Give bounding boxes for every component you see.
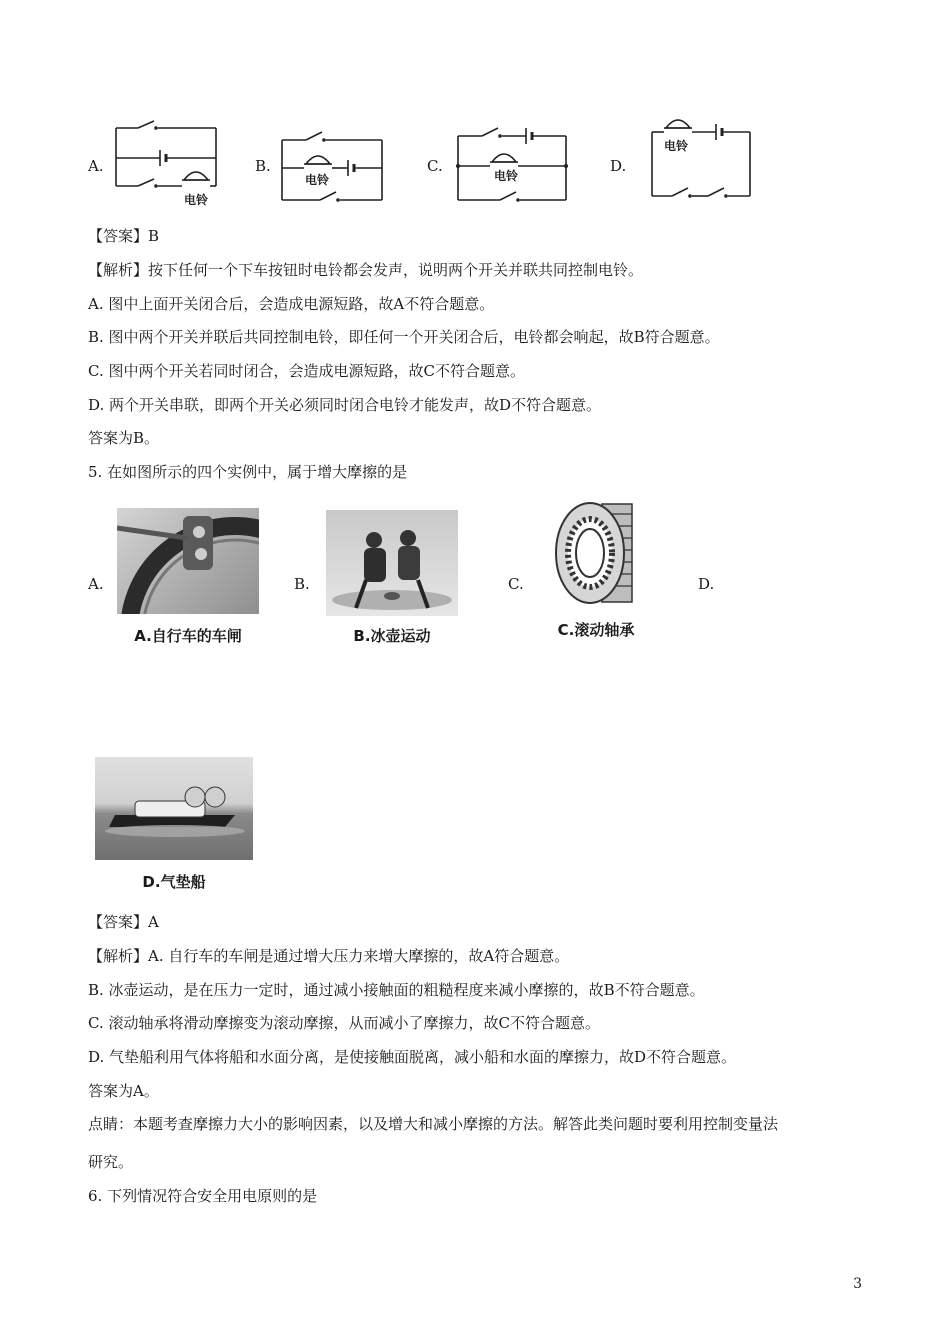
bell-label-b: 电铃 [305, 173, 330, 187]
circuit-option-b-label: B. [255, 157, 271, 175]
q4-analysis-line: C. 图中两个开关若同时闭合，会造成电源短路，故C不符合题意。 [88, 362, 525, 380]
q4-conclusion: 答案为B。 [88, 429, 160, 447]
circuit-option-a-label: A. [88, 157, 104, 175]
q4-analysis-line: D. 两个开关串联，即两个开关必须同时闭合电铃才能发声，故D不符合题意。 [88, 396, 602, 414]
circuit-diagram-c [452, 120, 572, 210]
hovercraft-icon [95, 757, 253, 860]
q4-analysis-line: 【解析】按下任何一个下车按钮时电铃都会发声，说明两个开关并联共同控制电铃。 [88, 261, 644, 279]
q4-analysis-line: A. 图中上面开关闭合后，会造成电源短路，故A不符合题意。 [88, 295, 495, 313]
curling-image [326, 510, 458, 616]
caption-rolling-bearing: C.滚动轴承 [557, 621, 635, 639]
curling-players-icon [326, 510, 458, 616]
q5-analysis-line: D. 气垫船利用气体将船和水面分离，是使接触面脱离，减小船和水面的摩擦力，故D不符合题意。 [88, 1048, 737, 1066]
circuit-option-c-label: C. [427, 157, 443, 175]
bell-label-a: 电铃 [184, 193, 209, 207]
q5-question: 5. 在如图所示的四个实例中，属于增大摩擦的是 [88, 463, 408, 481]
q5-analysis-line: 【解析】A. 自行车的车闸是通过增大压力来增大摩擦的，故A符合题意。 [88, 947, 570, 965]
bearing-icon [552, 498, 638, 608]
caption-hovercraft: D.气垫船 [142, 873, 206, 891]
bicycle-wheel-icon [117, 508, 259, 614]
page-number: 3 [853, 1276, 862, 1292]
q5-answer: 【答案】A [88, 913, 159, 931]
caption-curling: B.冰壶运动 [353, 627, 431, 645]
circuit-diagram-a [110, 118, 222, 210]
q5-conclusion: 答案为A。 [88, 1082, 159, 1100]
q5-option-a-label: A. [88, 575, 104, 593]
q4-answer: 【答案】B [88, 227, 160, 245]
q4-analysis-line: B. 图中两个开关并联后共同控制电铃，即任何一个开关闭合后，电铃都会响起，故B符合题意。 [88, 328, 720, 346]
hovercraft-image [95, 757, 253, 860]
q5-option-c-label: C. [508, 575, 524, 593]
q5-analysis-line: C. 滚动轴承将滑动摩擦变为滚动摩擦，从而减小了摩擦力，故C不符合题意。 [88, 1014, 600, 1032]
bell-label-c: 电铃 [494, 169, 519, 183]
circuit-diagram-b [276, 126, 388, 210]
bell-label-d: 电铃 [664, 139, 689, 153]
bicycle-brake-image [117, 508, 259, 614]
q5-analysis-line: B. 冰壶运动，是在压力一定时，通过减小接触面的粗糙程度来减小摩擦的，故B不符合题意。 [88, 981, 705, 999]
circuit-option-d-label: D. [610, 157, 627, 175]
q6-question: 6. 下列情况符合安全用电原则的是 [88, 1187, 318, 1205]
q5-option-b-label: B. [294, 575, 310, 593]
circuit-diagram-d [646, 112, 758, 210]
q5-tip: 点睛：本题考查摩擦力大小的影响因素，以及增大和减小摩擦的方法。解答此类问题时要利用控制变量法 [88, 1115, 779, 1133]
q5-tip-continued: 研究。 [88, 1153, 134, 1171]
caption-bicycle-brake: A.自行车的车闸 [134, 627, 242, 645]
q5-option-d-label: D. [698, 575, 715, 593]
